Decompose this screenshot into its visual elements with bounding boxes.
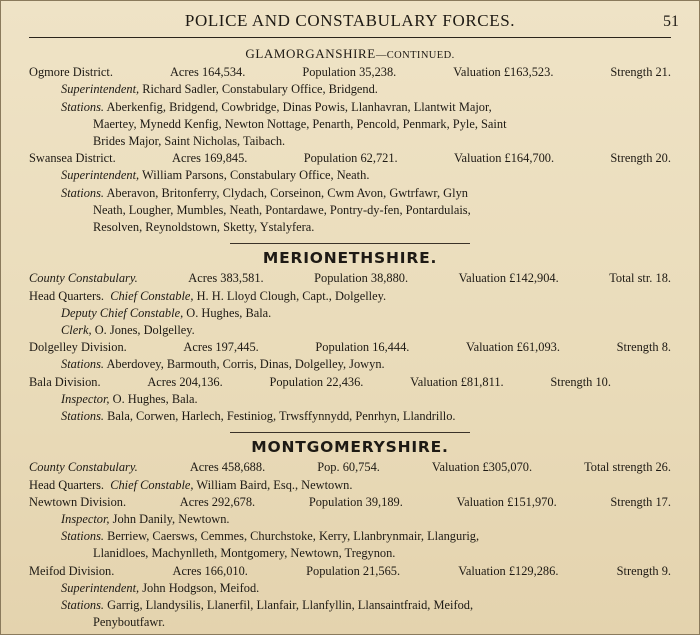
stations-line [29,597,671,614]
population: Population 39,189. [308,494,403,509]
role-label: Chief Constable, [110,477,194,492]
deputy-line [29,305,671,322]
role-label: Chief Constable, [110,288,194,303]
stations-continuation: Penyboutfawr. [93,615,165,630]
district-name: Meifod Division. [29,563,115,578]
population: Population 35,238. [302,65,397,80]
district-name: Swansea District. [29,151,116,166]
county-heading-montgomery: MONTGOMERYSHIRE. [251,438,449,457]
clerk-line [29,322,671,339]
head-quarters-line [29,477,671,494]
section-divider [230,432,470,433]
stations-label: Stations. [61,185,105,200]
stations-list: Bala, Corwen, Harlech, Festiniog, Trwsffynnydd, Penrhyn, Llandrillo. [104,409,456,424]
county-constabulary-line [29,270,671,287]
county-name: GLAMORGANSHIRE [245,46,376,61]
acres: Acres 166,010. [172,563,248,578]
county-heading-glamorgan [29,45,671,64]
stations-list: Aberkenfig, Bridgend, Cowbridge, Dinas Powis, Llanhavran, Llantwit Major, [104,99,492,114]
valuation: Valuation £305,070. [431,460,533,475]
hq-label: Head Quarters. [29,288,104,303]
valuation: Valuation £129,286. [458,563,559,578]
superintendent-line [29,580,671,597]
total-strength: Total str. 18. [609,271,671,286]
valuation: Valuation £164,700. [453,151,555,166]
stations-label: Stations. [61,357,105,372]
role-label: Superintendent, [61,580,140,595]
role-label: Deputy Chief Constable, [61,305,184,320]
role-holder: O. Hughes, Bala. [109,391,198,406]
total-strength: Total strength 26. [584,460,671,475]
district-line-newtown [29,494,671,511]
district-line-bala [29,374,671,391]
strength: Strength 21. [610,65,671,80]
stations-list: Aberavon, Britonferry, Clydach, Corseinon, Cwm Avon, Gwtrfawr, Glyn [104,185,468,200]
stations-label: Stations. [61,99,105,114]
strength: Strength 9. [616,563,671,578]
superintendent-line [29,81,671,98]
running-head [1,11,699,37]
role-holder: John Hodgson, Meifod. [139,580,260,595]
stations-list: Garrig, Llandysilis, Llanerfil, Llanfair, Llanfyllin, Llansaintfraid, Meifod, [104,598,474,613]
district-name: Dolgelley Division. [29,340,127,355]
hq-label: Head Quarters. [29,477,104,492]
acres: Acres 292,678. [179,494,256,509]
valuation: Valuation £151,970. [456,494,557,509]
stations-label: Stations. [61,598,105,613]
role-holder: O. Hughes, Bala. [183,305,272,320]
population: Population 16,444. [315,340,410,355]
valuation: Valuation £163,523. [453,65,554,80]
header-rule [29,37,671,38]
inspector-line [29,391,671,408]
district-line-meifod [29,563,671,580]
role-holder: John Danily, Newtown. [109,512,230,527]
role-holder: William Baird, Esq., Newtown. [193,477,353,492]
stations-continuation: Llanidloes, Machynlleth, Montgomery, Newtown, Tregynon. [93,546,396,561]
stations-continuation: Neath, Lougher, Mumbles, Neath, Pontardawe, Pontry-dy-fen, Pontardulais, [93,202,471,217]
inspector-line [29,511,671,528]
acres: Acres 204,136. [147,374,223,389]
role-holder: H. H. Lloyd Clough, Capt., Dolgelley. [193,288,387,303]
role-holder: Richard Sadler, Constabulary Office, Bridgend. [139,82,378,97]
acres: Acres 197,445. [183,340,259,355]
page-title: POLICE AND CONSTABULARY FORCES. [184,11,516,30]
acres: Acres 169,845. [172,151,248,166]
county-constabulary-label: County Constabulary. [29,271,138,286]
stations-list: Berriew, Caersws, Cemmes, Churchstoke, Kerry, Llanbrynmair, Llangurig, [104,529,480,544]
population: Population 62,721. [303,151,398,166]
stations-label: Stations. [61,409,105,424]
strength: Strength 8. [616,340,671,355]
population: Pop. 60,754. [317,460,380,475]
role-label: Superintendent, [61,168,140,183]
page-content [29,45,671,632]
district-name: Bala Division. [29,374,101,389]
strength: Strength 20. [610,151,671,166]
superintendent-line [29,167,671,184]
continued-label: —CONTINUED. [375,50,455,61]
acres: Acres 164,534. [169,65,246,80]
valuation: Valuation £142,904. [458,271,559,286]
stations-line [29,185,671,202]
stations-line [29,408,671,425]
role-label: Superintendent, [61,82,140,97]
stations-line [29,528,671,545]
strength: Strength 10. [550,374,611,389]
district-name: Ogmore District. [29,65,113,80]
stations-continuation: Maertey, Mynedd Kenfig, Newton Nottage, Penarth, Pencold, Penmark, Pyle, Saint [93,116,507,131]
county-heading-merioneth: MERIONETHSHIRE. [262,249,438,268]
acres: Acres 383,581. [188,271,264,286]
stations-list: Aberdovey, Barmouth, Corris, Dinas, Dolgelley, Jowyn. [104,357,385,372]
population: Population 21,565. [306,563,401,578]
head-quarters-line [29,288,671,305]
acres: Acres 458,688. [189,460,266,475]
district-line-ogmore [29,64,671,81]
stations-line [29,356,671,373]
stations-label: Stations. [61,529,105,544]
district-line-swansea [29,150,671,167]
population: Population 38,880. [314,271,409,286]
county-constabulary-line [29,459,671,476]
valuation: Valuation £61,093. [466,340,560,355]
stations-line [29,99,671,116]
role-label: Inspector, [61,512,110,527]
population: Population 22,436. [269,374,364,389]
role-holder: O. Jones, Dolgelley. [91,323,195,338]
role-label: Inspector, [61,391,110,406]
valuation: Valuation £81,811. [410,374,504,389]
strength: Strength 17. [610,494,671,509]
page-number: 51 [663,13,679,30]
stations-continuation: Resolven, Reynoldstown, Sketty, Ystalyfera. [93,220,315,235]
role-label: Clerk, [61,323,92,338]
district-line-dolgelley [29,339,671,356]
district-name: Newtown Division. [29,494,127,509]
section-divider [230,243,470,244]
stations-continuation: Brides Major, Saint Nicholas, Taibach. [93,134,286,149]
county-constabulary-label: County Constabulary. [29,460,138,475]
role-holder: William Parsons, Constabulary Office, Neath. [139,168,370,183]
